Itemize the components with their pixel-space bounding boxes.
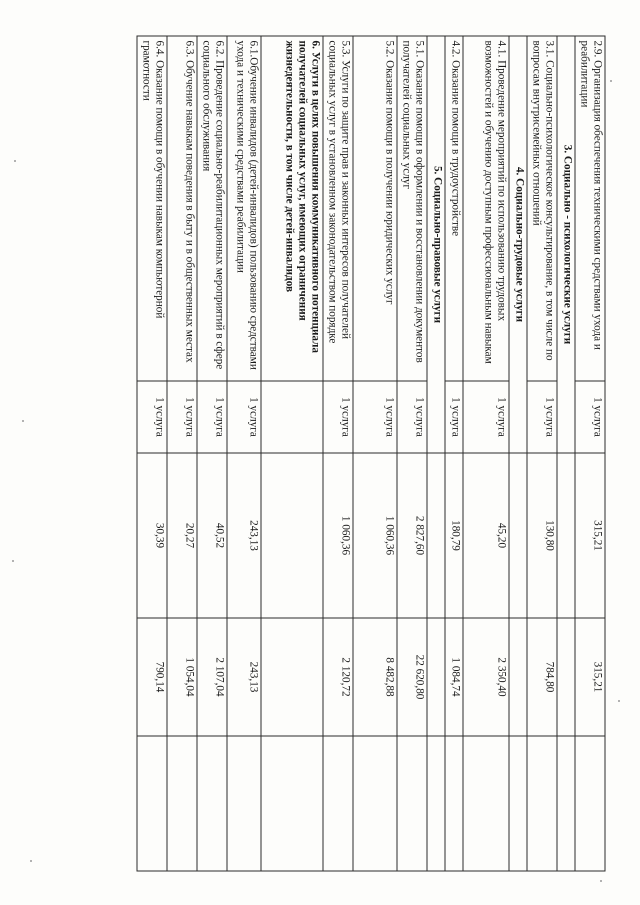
unit-price-cell — [261, 453, 323, 618]
service-name-cell: 5.2. Оказание помощи в получении юридических услуг — [353, 36, 397, 381]
empty-cell — [575, 736, 605, 871]
unit-cell: 1 услуга — [527, 381, 557, 453]
table-row — [445, 36, 463, 871]
table-row — [575, 36, 605, 871]
table-row — [227, 36, 261, 871]
services-table-body — [137, 36, 605, 871]
empty-cell — [137, 736, 167, 871]
unit-price-cell: 1 060,36 — [323, 453, 353, 618]
service-name-cell: 6.4. Оказание помощи в обучении навыкам компьютерной грамотности — [137, 36, 167, 381]
service-name-cell: 4.1. Проведение мероприятий по использованию трудовых возможностей и обучению доступным профессиональным навыкам — [463, 36, 509, 381]
section-title: 5. Социально-правовые услуги — [427, 36, 445, 453]
empty-cell — [445, 736, 463, 871]
total-cost-cell: 2 120,72 — [323, 618, 353, 736]
total-cost-cell: 790,14 — [137, 618, 167, 736]
section-row — [427, 36, 445, 871]
empty-cell — [427, 618, 445, 736]
unit-price-cell: 1 060,36 — [353, 453, 397, 618]
unit-cell — [261, 381, 323, 453]
empty-cell — [397, 736, 427, 871]
unit-cell: 1 услуга — [137, 381, 167, 453]
scan-speck — [30, 860, 32, 862]
table-row — [137, 36, 167, 871]
services-table — [136, 35, 605, 871]
table-row — [353, 36, 397, 871]
total-cost-cell: 784,80 — [527, 618, 557, 736]
scan-speck — [14, 160, 16, 162]
service-name-cell: 5.3. Услуги по защите прав и законных интересов получателей социальных услуг в установленном законодательством порядке — [323, 36, 353, 381]
service-name-cell: 3.1. Социально-психологическое консультирование, в том числе по вопросам внутрисемейных отношений — [527, 36, 557, 381]
service-name-cell: 5.1. Оказание помощи в оформлении и восстановлении документов получателей социальных услуг — [397, 36, 427, 381]
rotated-table-wrapper — [35, 35, 605, 870]
empty-cell — [557, 618, 575, 736]
service-name-cell: 2.9. Организация обеспечения техническими средствами ухода и реабилитации — [575, 36, 605, 381]
empty-cell — [509, 453, 527, 618]
unit-price-cell: 315,21 — [575, 453, 605, 618]
empty-cell — [527, 736, 557, 871]
unit-cell: 1 услуга — [197, 381, 227, 453]
table-row — [261, 36, 323, 871]
empty-cell — [509, 618, 527, 736]
unit-cell: 1 услуга — [167, 381, 197, 453]
service-name-cell: 6. Услуги в целях повышения коммуникативного потенциала получателей социальных услуг, имеющих ограничения жизнедеятельности, в том числе детей-инвалидов — [261, 36, 323, 381]
unit-cell: 1 услуга — [323, 381, 353, 453]
table-row — [167, 36, 197, 871]
table-row — [197, 36, 227, 871]
unit-price-cell: 2 827,60 — [397, 453, 427, 618]
total-cost-cell: 2 350,40 — [463, 618, 509, 736]
empty-cell — [197, 736, 227, 871]
total-cost-cell: 1 084,74 — [445, 618, 463, 736]
total-cost-cell: 243,13 — [227, 618, 261, 736]
empty-cell — [557, 453, 575, 618]
unit-price-cell: 130,80 — [527, 453, 557, 618]
unit-cell: 1 услуга — [445, 381, 463, 453]
total-cost-cell: 315,21 — [575, 618, 605, 736]
empty-cell — [261, 736, 323, 871]
unit-cell: 1 услуга — [353, 381, 397, 453]
empty-cell — [427, 736, 445, 871]
service-name-cell: 6.3. Обучение навыкам поведения в быту и в общественных местах — [167, 36, 197, 381]
unit-price-cell: 243,13 — [227, 453, 261, 618]
unit-price-cell: 20,27 — [167, 453, 197, 618]
table-row — [527, 36, 557, 871]
total-cost-cell — [261, 618, 323, 736]
service-name-cell: 4.2. Оказание помощи в трудоустройстве — [445, 36, 463, 381]
total-cost-cell: 8 482,88 — [353, 618, 397, 736]
service-name-cell: 6.1.Обучение инвалидов (детей-инвалидов) пользованию средствами ухода и техническими средствами реабилитации — [227, 36, 261, 381]
scan-speck — [22, 420, 24, 422]
scan-speck — [600, 880, 602, 882]
total-cost-cell: 1 054,04 — [167, 618, 197, 736]
table-row — [323, 36, 353, 871]
unit-price-cell: 40,52 — [197, 453, 227, 618]
unit-cell: 1 услуга — [227, 381, 261, 453]
unit-cell: 1 услуга — [463, 381, 509, 453]
empty-cell — [427, 453, 445, 618]
scan-speck — [12, 560, 14, 562]
empty-cell — [509, 736, 527, 871]
section-row — [557, 36, 575, 871]
table-row — [397, 36, 427, 871]
section-title: 4. Социально-трудовые услуги — [509, 36, 527, 453]
empty-cell — [227, 736, 261, 871]
section-row — [509, 36, 527, 871]
unit-price-cell: 45,20 — [463, 453, 509, 618]
section-title: 3. Социально - психологические услуги — [557, 36, 575, 453]
empty-cell — [463, 736, 509, 871]
table-row — [463, 36, 509, 871]
unit-price-cell: 180,79 — [445, 453, 463, 618]
empty-cell — [353, 736, 397, 871]
scan-speck — [610, 80, 612, 82]
unit-price-cell: 30,39 — [137, 453, 167, 618]
empty-cell — [167, 736, 197, 871]
unit-cell: 1 услуга — [575, 381, 605, 453]
unit-cell: 1 услуга — [397, 381, 427, 453]
service-name-cell: 6.2. Проведение социально-реабилитационных мероприятий в сфере социального обслуживания — [197, 36, 227, 381]
scan-speck — [618, 700, 620, 702]
total-cost-cell: 22 620,80 — [397, 618, 427, 736]
empty-cell — [323, 736, 353, 871]
empty-cell — [557, 736, 575, 871]
total-cost-cell: 2 107,04 — [197, 618, 227, 736]
